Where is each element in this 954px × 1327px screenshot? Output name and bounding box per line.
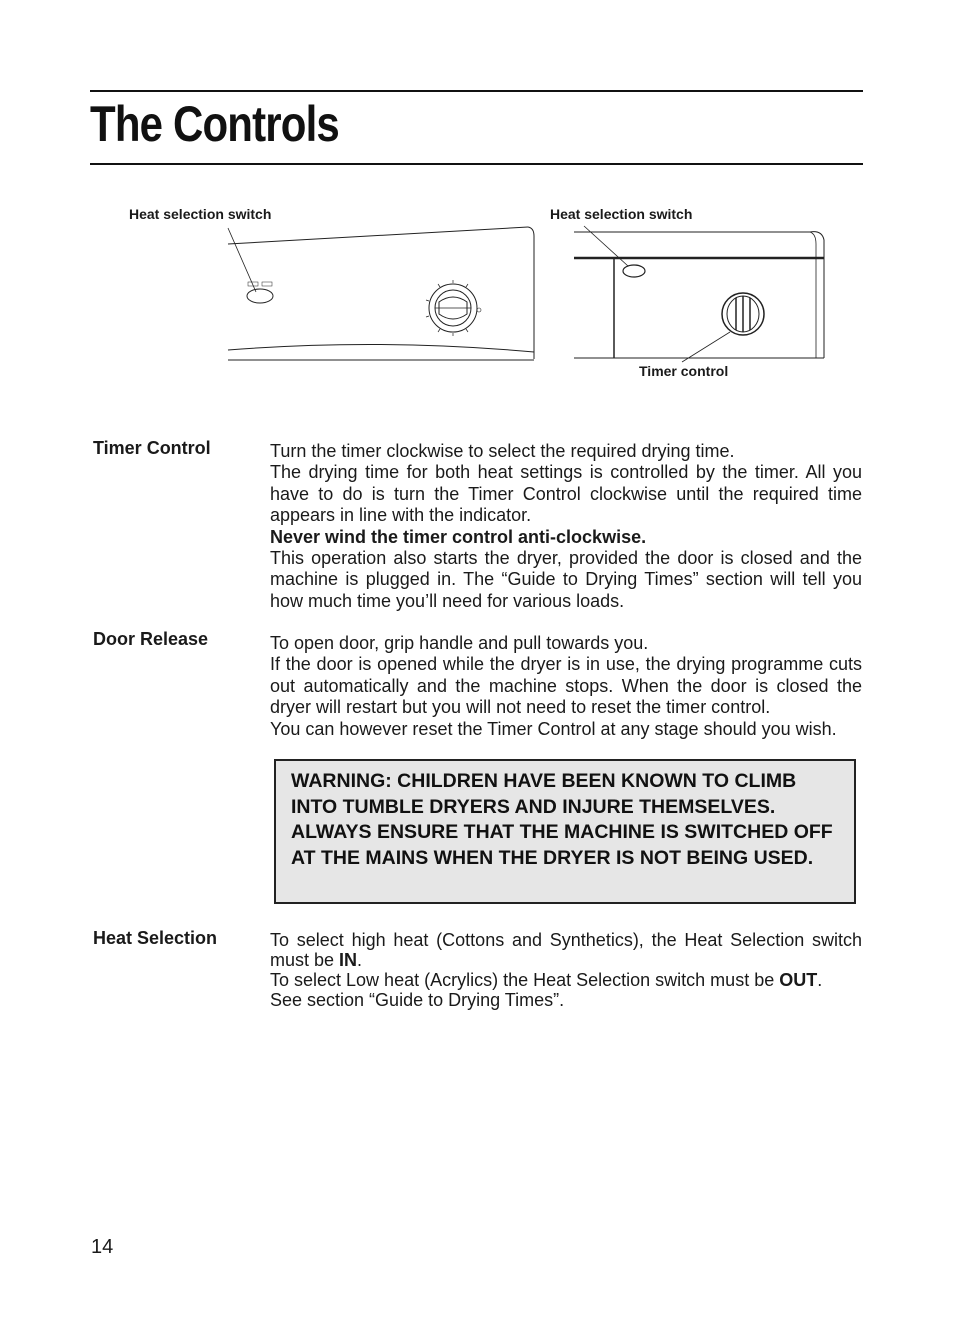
door-release-text [270,633,862,740]
page-title: The Controls [90,96,339,152]
heat-switch-button [623,265,645,277]
front-control-panel-illustration [220,222,540,364]
heat-selection-line-1 [270,930,862,970]
heat-selection-line-2-end: . [817,970,823,990]
timer-control-line-1: Turn the timer clockwise to select the required drying time. [270,441,735,461]
panel-right-edge [528,227,534,359]
timer-control-heading: Timer Control [93,438,211,458]
heat-selection-line-2 [270,970,862,990]
heat-selection-heading: Heat Selection [93,928,218,948]
title-bottom-rule [90,163,863,165]
right-heat-switch-label: Heat selection switch [550,206,693,222]
door-release-line-1: To open door, grip handle and pull towards you. [270,633,649,653]
heat-switch-leader-line [228,228,256,292]
heat-selection-line-1-text: To select high heat (Cottons and Synthetics), the Heat Selection switch must be [270,930,862,970]
timer-control-line-2: The drying time for both heat settings is controlled by the timer. All you have to do is turn the Timer Control clockwise until the required time appears in line with the indicator. [270,462,862,526]
timer-control-line-4: This operation also starts the dryer, provided the door is closed and the machine is plugged in. The “Guide to Drying Times” section will tell you how much time you’ll need for various loads. [270,548,862,611]
heat-selection-line-1-end: . [357,950,363,970]
left-heat-switch-label: Heat selection switch [129,206,272,222]
timer-control-text [270,441,862,612]
heat-switch-label-right [262,282,272,286]
heat-selection-in-value: IN [339,950,358,970]
heat-selection-line-3: See section “Guide to Drying Times”. [270,990,565,1010]
heat-selection-text [270,930,862,1010]
door-release-line-2: If the door is opened while the dryer is in use, the drying programme cuts out automatically and the machine stops. When the door is closed the dryer will restart but you will not need to reset the timer control. [270,654,862,718]
heat-selection-line-2-text: To select Low heat (Acrylics) the Heat Selection switch must be [270,970,780,990]
right-timer-control-label: Timer control [639,363,729,379]
warning-text: WARNING: CHILDREN HAVE BEEN KNOWN TO CLIMB INTO TUMBLE DRYERS AND INJURE THEMSELVES. ALWAYS ENSURE THAT THE MACHINE IS SWITCHED OFF AT THE MAINS WHEN THE DRYER IS NOT BEING USED. [291,770,833,869]
heat-switch-button [247,289,273,303]
panel-top-edge [228,227,528,244]
side-machine-illustration [570,222,830,364]
machine-right-edge [810,232,824,358]
panel-bottom-curve [228,344,534,352]
door-release-line-3: You can however reset the Timer Control at any stage should you wish. [270,718,837,739]
page-number: 14 [91,1236,114,1258]
warning-box [274,759,856,904]
timer-control-warning-line: Never wind the timer control anti-clockwise. [270,526,647,547]
heat-selection-out-value: OUT [779,970,818,990]
timer-dial-left [426,280,481,336]
timer-dial-right [722,293,764,335]
door-release-heading: Door Release [93,629,209,649]
